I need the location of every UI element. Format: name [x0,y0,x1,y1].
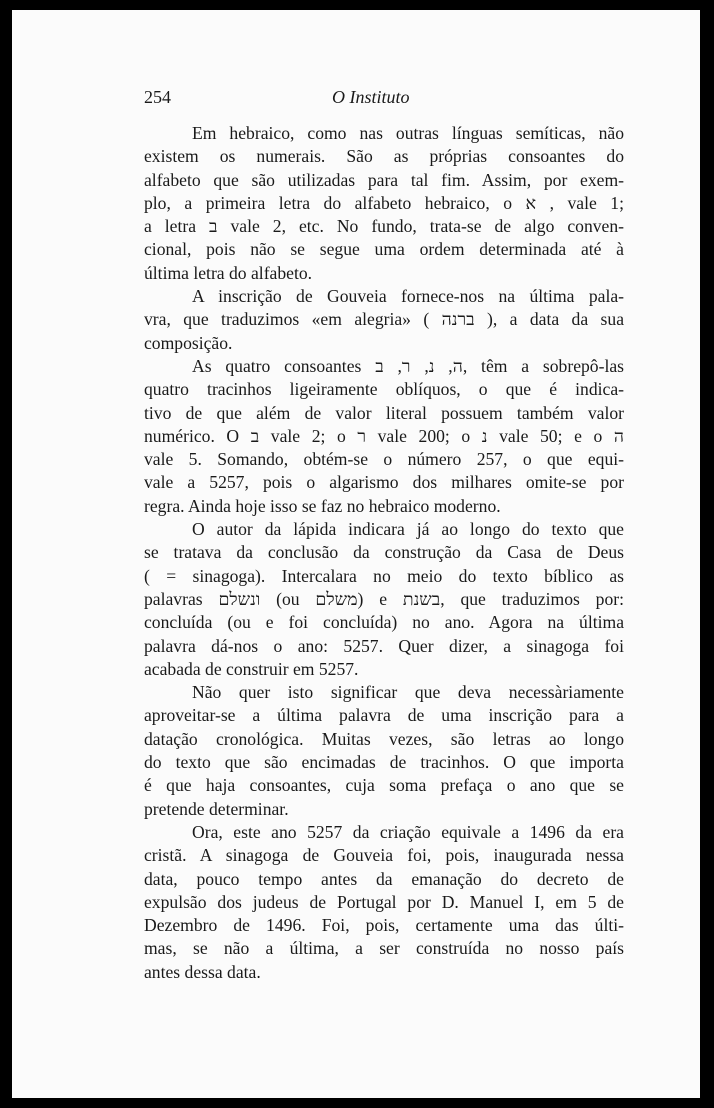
running-title: O Instituto [332,87,410,107]
text-line: do texto que são encimadas de tracinhos. O que importa [144,752,624,773]
text-line: Não quer isto significar que deva necessàriamente [192,682,624,703]
text-line: cristã. A sinagoga de Gouveia foi, pois, inaugurada nessa [144,845,624,866]
text-line: palavras ונשלם (ou משלם) e בשנת, que traduzimos por: [144,588,625,609]
text-line: mas, se não a última, a ser construída no nosso país [144,938,624,959]
text-line: regra. Ainda hoje isso se faz no hebraico moderno. [144,495,501,516]
text-line: As quatro consoantes ה, נ, ר, ב, têm a sobrepô-las [192,355,625,376]
text-line: a letra ב vale 2, etc. No fundo, trata-se de algo conven- [144,216,625,237]
text-line: cional, pois não se segue uma ordem determinada até à [144,239,624,260]
text-line: expulsão dos judeus de Portugal por D. Manuel I, em 5 de [144,891,624,912]
text-line: última letra do alfabeto. [144,262,313,283]
text-line: existem os numerais. São as próprias consoantes do [144,146,624,167]
text-line: Em hebraico, como nas outras línguas semíticas, não [192,123,624,143]
paragraph [144,285,624,355]
text-line: alfabeto que são utilizadas para tal fim. Assim, por exem- [144,169,624,190]
document-page [12,10,700,1098]
text-line: vale a 5257, pois o algarismo dos milhares omite-se por [144,472,624,493]
text-line: antes dessa data. [144,961,261,982]
text-line: Dezembro de 1496. Foi, pois, certamente uma das últi- [144,915,624,936]
text-line: acabada de construir em 5257. [144,658,359,679]
text-line: numérico. O ב vale 2; o ר vale 200; o נ vale 50; e o ה [144,425,624,446]
text-line: aproveitar-se a última palavra de uma inscrição para a [144,705,624,726]
page-header [144,87,594,111]
text-line: O autor da lápida indicara já ao longo do texto que [192,519,624,540]
text-line: se tratava da conclusão da construção da Casa de Deus [144,542,624,563]
page-number: 254 [144,87,171,107]
text-line: composição. [144,332,233,353]
paragraph [144,518,624,681]
text-line: A inscrição de Gouveia fornece-nos na última pala- [192,286,624,307]
text-line: Ora, este ano 5257 da criação equivale a 1496 da era [192,821,624,842]
text-line: data, pouco tempo antes da emanação do decreto de [144,868,624,889]
text-line: ( = sinagoga). Intercalara no meio do texto bíblico as [144,565,624,586]
text-line: datação cronológica. Muitas vezes, são letras ao longo [144,728,624,749]
text-line: é que haja consoantes, cuja soma prefaça o ano que se [144,775,624,796]
text-line: quatro tracinhos ligeiramente oblíquos, o que é indica- [144,379,624,400]
text-line: pretende determinar. [144,798,289,819]
body-text [144,122,624,984]
paragraph [144,681,624,821]
text-line: concluída (ou e foi concluída) no ano. Agora na última [144,612,624,633]
paragraph [144,355,624,518]
text-line: plo, a primeira letra do alfabeto hebraico, o א , vale 1; [144,192,624,213]
text-line: vra, que traduzimos «em alegria» ( ברנה ), a data da sua [144,309,624,330]
paragraph [144,122,624,285]
paragraph [144,821,624,984]
text-line: vale 5. Somando, obtém-se o número 257, o que equi- [144,449,624,470]
text-line: tivo de que além de valor literal possuem também valor [144,402,624,423]
text-line: palavra dá-nos o ano: 5257. Quer dizer, a sinagoga foi [144,635,624,656]
